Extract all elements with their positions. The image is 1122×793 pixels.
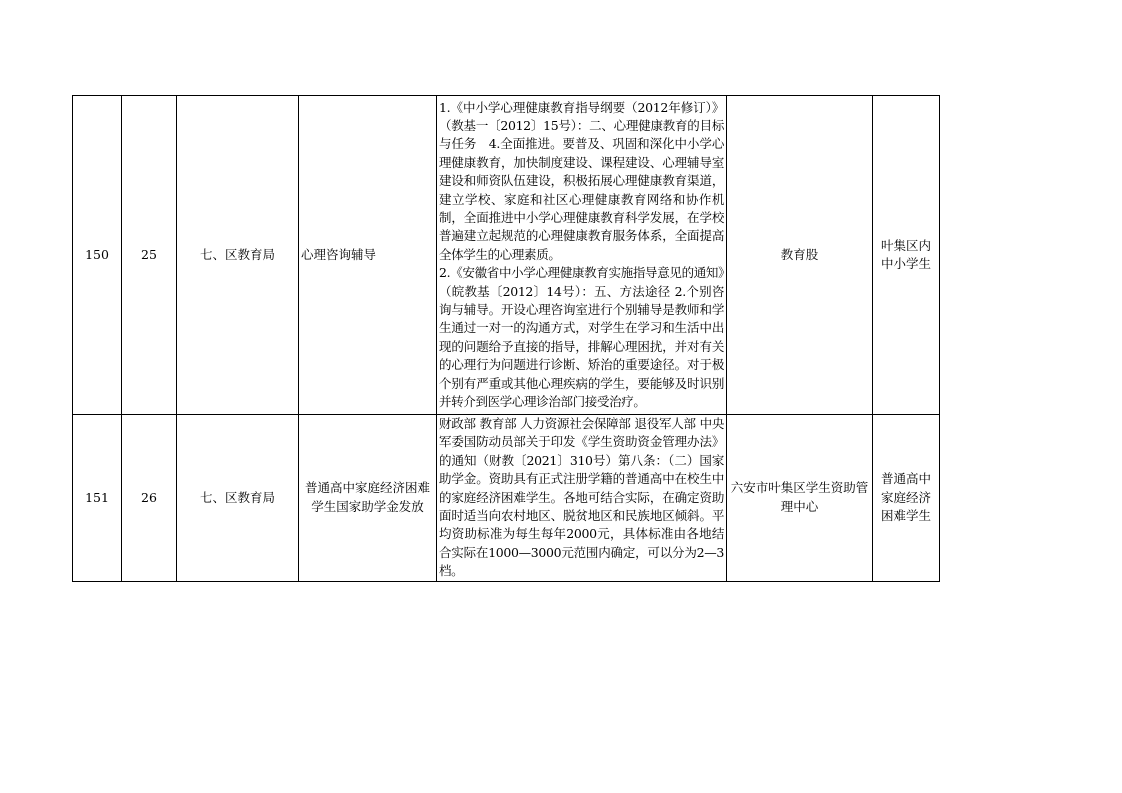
basis-cell: 财政部 教育部 人力资源社会保障部 退役军人部 中央军委国防动员部关于印发《学生资助资金管理办法》的通知（财教〔2021〕310号）第八条：（二）国家助学金。资助具有正式注册学籍的普通高中在校生中的家庭经济困难学生。各地可结合实际，在确定资助面时适当向农村地区、脱贫地区和民族地区倾斜。平均资助标准为每生每年2000元，具体标准由各地结合实际在1000—3000元范围内确定，可以分为2—3档。 (437, 415, 727, 582)
service-target-cell: 叶集区内中小学生 (873, 96, 940, 415)
table-row (73, 415, 940, 582)
item-name-cell: 心理咨询辅导 (299, 96, 437, 415)
seq-cell: 150 (73, 96, 122, 415)
data-table (72, 95, 940, 582)
service-target-cell: 普通高中家庭经济困难学生 (873, 415, 940, 582)
item-name-cell: 普通高中家庭经济困难学生国家助学金发放 (299, 415, 437, 582)
table-row (73, 96, 940, 415)
basis-cell: 1.《中小学心理健康教育指导纲要（2012年修订）》（教基一〔2012〕15号）：二、心理健康教育的目标与任务 4.全面推进。要普及、巩固和深化中小学心理健康教育，加快制度建设、课程建设、心理辅导室建设和师资队伍建设，积极拓展心理健康教育渠道，建立学校、家庭和社区心理健康教育网络和协作机制，全面推进中小学心理健康教育科学发展，在学校普遍建立起规范的心理健康教育服务体系，全面提高全体学生的心理素质。 2.《安徽省中小学心理健康教育实施指导意见的通知》（皖教基〔2012〕14号）：五、方法途径 2.个别咨询与辅导。开设心理咨询室进行个别辅导是教师和学生通过一对一的沟通方式，对学生在学习和生活中出现的问题给予直接的指导，排解心理困扰，并对有关的心理行为问题进行诊断、矫治的重要途径。对于极个别有严重或其他心理疾病的学生，要能够及时识别并转介到医学心理诊治部门接受治疗。 (437, 96, 727, 415)
department-cell: 七、区教育局 (177, 96, 299, 415)
sub-seq-cell: 25 (122, 96, 177, 415)
department-cell: 七、区教育局 (177, 415, 299, 582)
responsible-unit-cell: 六安市叶集区学生资助管理中心 (727, 415, 873, 582)
seq-cell: 151 (73, 415, 122, 582)
responsible-unit-cell: 教育股 (727, 96, 873, 415)
sub-seq-cell: 26 (122, 415, 177, 582)
